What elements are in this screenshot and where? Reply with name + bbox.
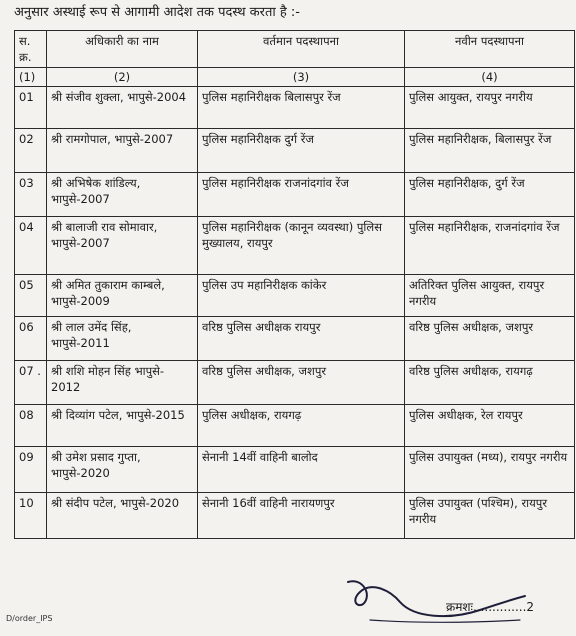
row-current-posting: पुलिस उप महानिरीक्षक कांकेर	[198, 275, 405, 317]
row-officer-name: श्री संजीव शुक्ला, भापुसे-2004	[47, 87, 198, 129]
table-row	[15, 317, 575, 361]
row-serial: 03	[15, 173, 47, 217]
row-current-posting: सेनानी 14वीं वाहिनी बालोद	[198, 447, 405, 493]
column-number-3: (3)	[198, 68, 405, 87]
row-current-posting: पुलिस महानिरीक्षक दुर्ग रेंज	[198, 129, 405, 173]
table-row	[15, 173, 575, 217]
row-officer-name: श्री बालाजी राव सोमावार, भापुसे-2007	[47, 217, 198, 275]
continued-marker	[446, 598, 534, 615]
row-officer-name: श्री अभिषेक शांडिल्य, भापुसे-2007	[47, 173, 198, 217]
row-new-posting: वरिष्ठ पुलिस अधीक्षक, जशपुर	[405, 317, 575, 361]
row-new-posting: अतिरिक्त पुलिस आयुक्त, रायपुर नगरीय	[405, 275, 575, 317]
intro-text: अनुसार अस्थाई रूप से आगामी आदेश तक पदस्थ करता है :-	[14, 5, 300, 20]
header-serial-number: स. क्र.	[15, 31, 47, 68]
row-serial: 06	[15, 317, 47, 361]
table-row	[15, 87, 575, 129]
row-current-posting: वरिष्ठ पुलिस अधीक्षक रायपुर	[198, 317, 405, 361]
row-current-posting: पुलिस महानिरीक्षक राजनांदगांव रेंज	[198, 173, 405, 217]
row-new-posting: पुलिस उपायुक्त (पश्चिम), रायपुर नगरीय	[405, 493, 575, 539]
row-current-posting: सेनानी 16वीं वाहिनी नारायणपुर	[198, 493, 405, 539]
page-number: 2	[526, 600, 535, 614]
continued-label: क्रमशः	[446, 600, 473, 614]
row-officer-name: श्री संदीप पटेल, भापुसे-2020	[47, 493, 198, 539]
file-reference: D/order_IPS	[6, 614, 53, 623]
row-serial: 10	[15, 493, 47, 539]
row-current-posting: वरिष्ठ पुलिस अधीक्षक, जशपुर	[198, 361, 405, 405]
table-row	[15, 405, 575, 447]
row-serial: 09	[15, 447, 47, 493]
table-row	[15, 361, 575, 405]
row-officer-name: श्री लाल उमेंद सिंह, भापुसे-2011	[47, 317, 198, 361]
posting-table	[14, 30, 575, 539]
row-serial: 05	[15, 275, 47, 317]
column-number-2: (2)	[47, 68, 198, 87]
row-serial: 02	[15, 129, 47, 173]
row-officer-name: श्री शशि मोहन सिंह भापुसे- 2012	[47, 361, 198, 405]
row-new-posting: पुलिस अधीक्षक, रेल रायपुर	[405, 405, 575, 447]
table-row	[15, 129, 575, 173]
row-new-posting: पुलिस आयुक्त, रायपुर नगरीय	[405, 87, 575, 129]
table-row	[15, 447, 575, 493]
header-new-posting: नवीन पदस्थापना	[405, 31, 575, 68]
table-row	[15, 217, 575, 275]
row-current-posting: पुलिस महानिरीक्षक बिलासपुर रेंज	[198, 87, 405, 129]
row-serial: 07 .	[15, 361, 47, 405]
column-number-4: (4)	[405, 68, 575, 87]
row-serial: 08	[15, 405, 47, 447]
row-new-posting: पुलिस महानिरीक्षक, दुर्ग रेंज	[405, 173, 575, 217]
row-new-posting: पुलिस महानिरीक्षक, बिलासपुर रेंज	[405, 129, 575, 173]
table-row	[15, 493, 575, 539]
row-serial: 04	[15, 217, 47, 275]
row-officer-name: श्री रामगोपाल, भापुसे-2007	[47, 129, 198, 173]
row-serial: 01	[15, 87, 47, 129]
row-new-posting: पुलिस महानिरीक्षक, राजनांदगांव रेंज	[405, 217, 575, 275]
header-officer-name: अधिकारी का नाम	[47, 31, 198, 68]
row-officer-name: श्री अमित तुकाराम काम्बले, भापुसे-2009	[47, 275, 198, 317]
row-officer-name: श्री दिव्यांग पटेल, भापुसे-2015	[47, 405, 198, 447]
continued-dots: ..............	[472, 600, 527, 614]
row-new-posting: वरिष्ठ पुलिस अधीक्षक, रायगढ़	[405, 361, 575, 405]
row-current-posting: पुलिस अधीक्षक, रायगढ़	[198, 405, 405, 447]
signature	[330, 560, 530, 630]
table-header-row	[15, 31, 575, 68]
header-current-posting: वर्तमान पदस्थापना	[198, 31, 405, 68]
table-row	[15, 275, 575, 317]
column-number-1: (1)	[15, 68, 47, 87]
row-new-posting: पुलिस उपायुक्त (मध्य), रायपुर नगरीय	[405, 447, 575, 493]
row-officer-name: श्री उमेश प्रसाद गुप्ता, भापुसे-2020	[47, 447, 198, 493]
row-current-posting: पुलिस महानिरीक्षक (कानून व्यवस्था) पुलिस मुख्यालय, रायपुर	[198, 217, 405, 275]
column-number-row	[15, 68, 575, 87]
